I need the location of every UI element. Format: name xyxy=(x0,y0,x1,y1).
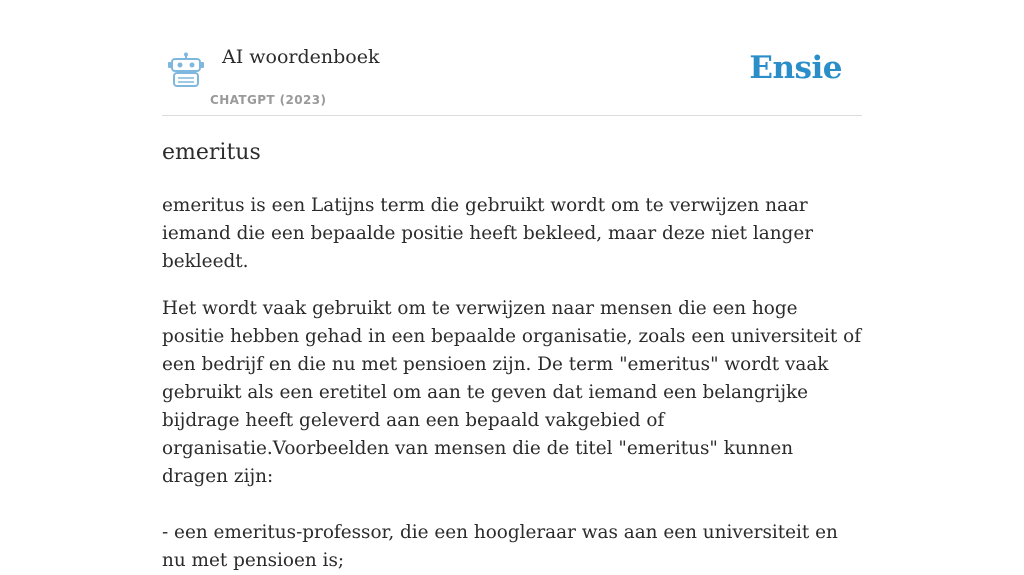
example-list xyxy=(162,519,862,575)
brand-logo[interactable]: Ensie xyxy=(749,50,842,86)
entry-definition xyxy=(162,192,862,575)
page-container xyxy=(162,0,862,571)
entry-term: emeritus xyxy=(162,140,261,165)
dictionary-source: CHATGPT (2023) xyxy=(210,93,327,107)
definition-paragraph: emeritus is een Latijns term die gebruikt wordt om te verwijzen naar iemand die een bepaalde positie heeft bekleed, maar deze niet langer bekleedt. xyxy=(162,195,814,272)
dictionary-header xyxy=(162,0,862,116)
dictionary-title[interactable]: AI woordenboek xyxy=(222,46,380,68)
definition-paragraph: Het wordt vaak gebruikt om te verwijzen naar mensen die een hoge positie hebben gehad in een bepaalde organisatie, zoals een universiteit of een bedrijf en die nu met pensioen zijn. De term "emeritus" wordt vaak gebruikt als een eretitel om aan te geven dat iemand een belangrijke bijdrage heeft geleverd aan een bepaald vakgebied of organisatie.Voorbeelden van mensen die de titel "emeritus" kunnen dragen zijn: xyxy=(162,298,862,487)
list-item: - een emeritus-professor, die een hoogleraar was aan een universiteit en nu met pensioen is; xyxy=(162,522,838,571)
robot-icon xyxy=(166,52,206,88)
